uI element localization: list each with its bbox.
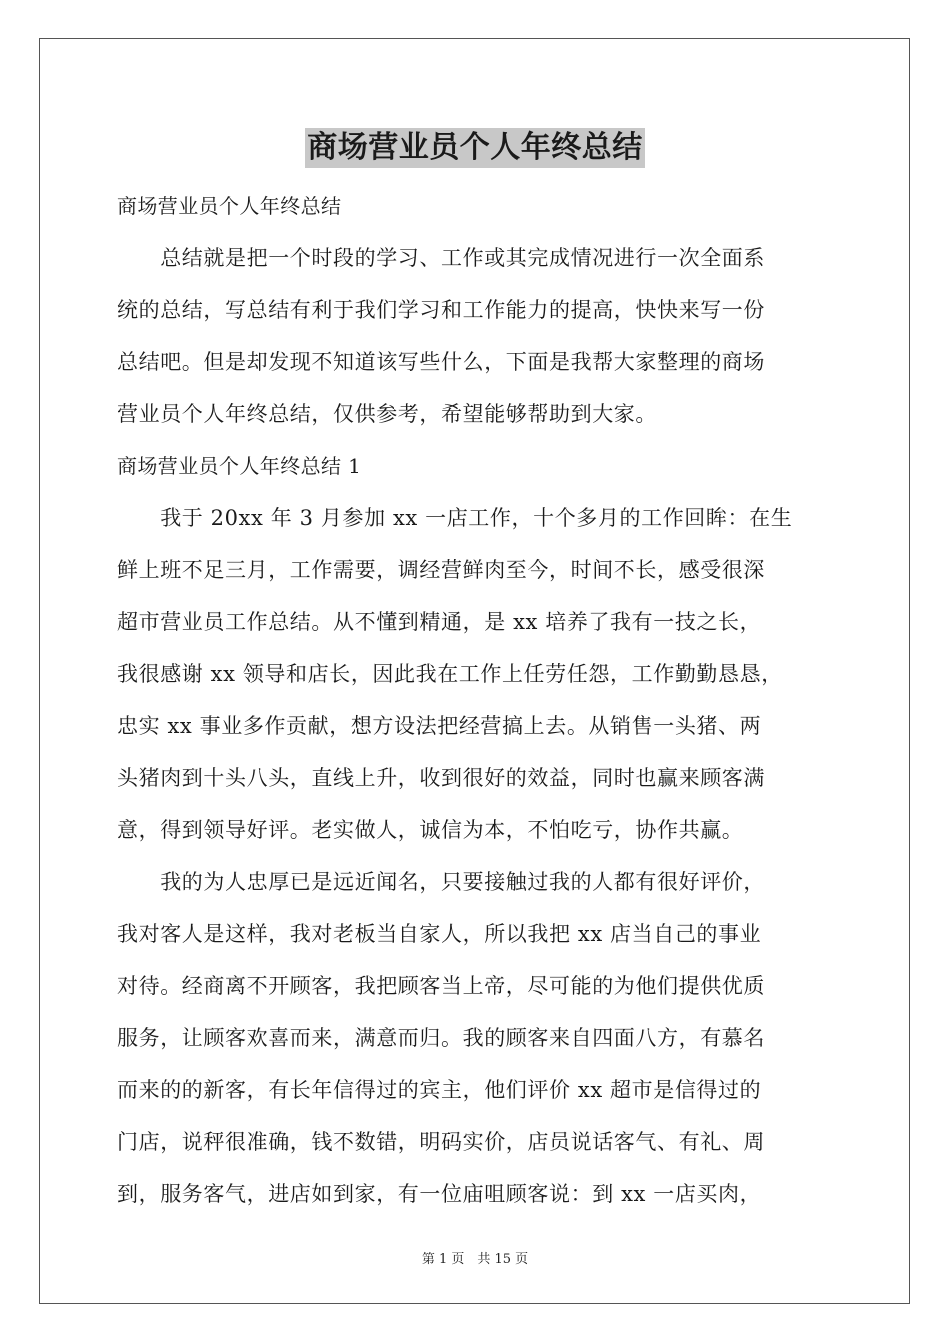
document-title: 商场营业员个人年终总结	[305, 128, 645, 168]
section-heading: 商场营业员个人年终总结	[117, 194, 342, 218]
body-text-line: 对待。经商离不开顾客，我把顾客当上帝，尽可能的为他们提供优质	[117, 974, 765, 998]
body-text-line: 我很感谢 xx 领导和店长，因此我在工作上任劳任怨，工作勤勤恳恳，	[117, 662, 783, 686]
body-text-line: 而来的的新客，有长年信得过的宾主，他们评价 xx 超市是信得过的	[117, 1078, 762, 1102]
page-footer: 第 1 页 共 15 页	[421, 1252, 529, 1267]
body-text-line: 鲜上班不足三月，工作需要，调经营鲜肉至今，时间不长，感受很深	[117, 558, 765, 582]
body-text-line: 服务，让顾客欢喜而来，满意而归。我的顾客来自四面八方，有慕名	[117, 1026, 765, 1050]
body-text-line: 我对客人是这样，我对老板当自家人，所以我把 xx 店当自己的事业	[117, 922, 762, 946]
body-text-line: 总结吧。但是却发现不知道该写些什么，下面是我帮大家整理的商场	[117, 350, 765, 374]
body-text-line: 意，得到领导好评。老实做人，诚信为本，不怕吃亏，协作共赢。	[117, 818, 744, 842]
body-text-line: 我于 20xx 年 3 月参加 xx 一店工作，十个多月的工作回眸：在生	[117, 506, 793, 530]
body-text-line: 我的为人忠厚已是远近闻名，只要接触过我的人都有很好评价，	[117, 870, 765, 894]
title-wrap	[0, 128, 950, 168]
body-text-line: 门店，说秤很准确，钱不数错，明码实价，店员说话客气、有礼、周	[117, 1130, 765, 1154]
body-text-line: 头猪肉到十头八头，直线上升，收到很好的效益，同时也赢来顾客满	[117, 766, 765, 790]
document-body	[117, 180, 835, 1220]
body-text-line: 营业员个人年终总结，仅供参考，希望能够帮助到大家。	[117, 402, 657, 426]
body-text-line: 超市营业员工作总结。从不懂到精通，是 xx 培养了我有一技之长，	[117, 610, 762, 634]
body-text-line: 到，服务客气，进店如到家，有一位庙咀顾客说：到 xx 一店买肉，	[117, 1182, 762, 1206]
body-text-line: 总结就是把一个时段的学习、工作或其完成情况进行一次全面系	[117, 246, 765, 270]
body-text-line: 忠实 xx 事业多作贡献，想方设法把经营搞上去。从销售一头猪、两	[117, 714, 762, 738]
section-heading: 商场营业员个人年终总结 1	[117, 454, 362, 478]
body-text-line: 统的总结，写总结有利于我们学习和工作能力的提高，快快来写一份	[117, 298, 765, 322]
